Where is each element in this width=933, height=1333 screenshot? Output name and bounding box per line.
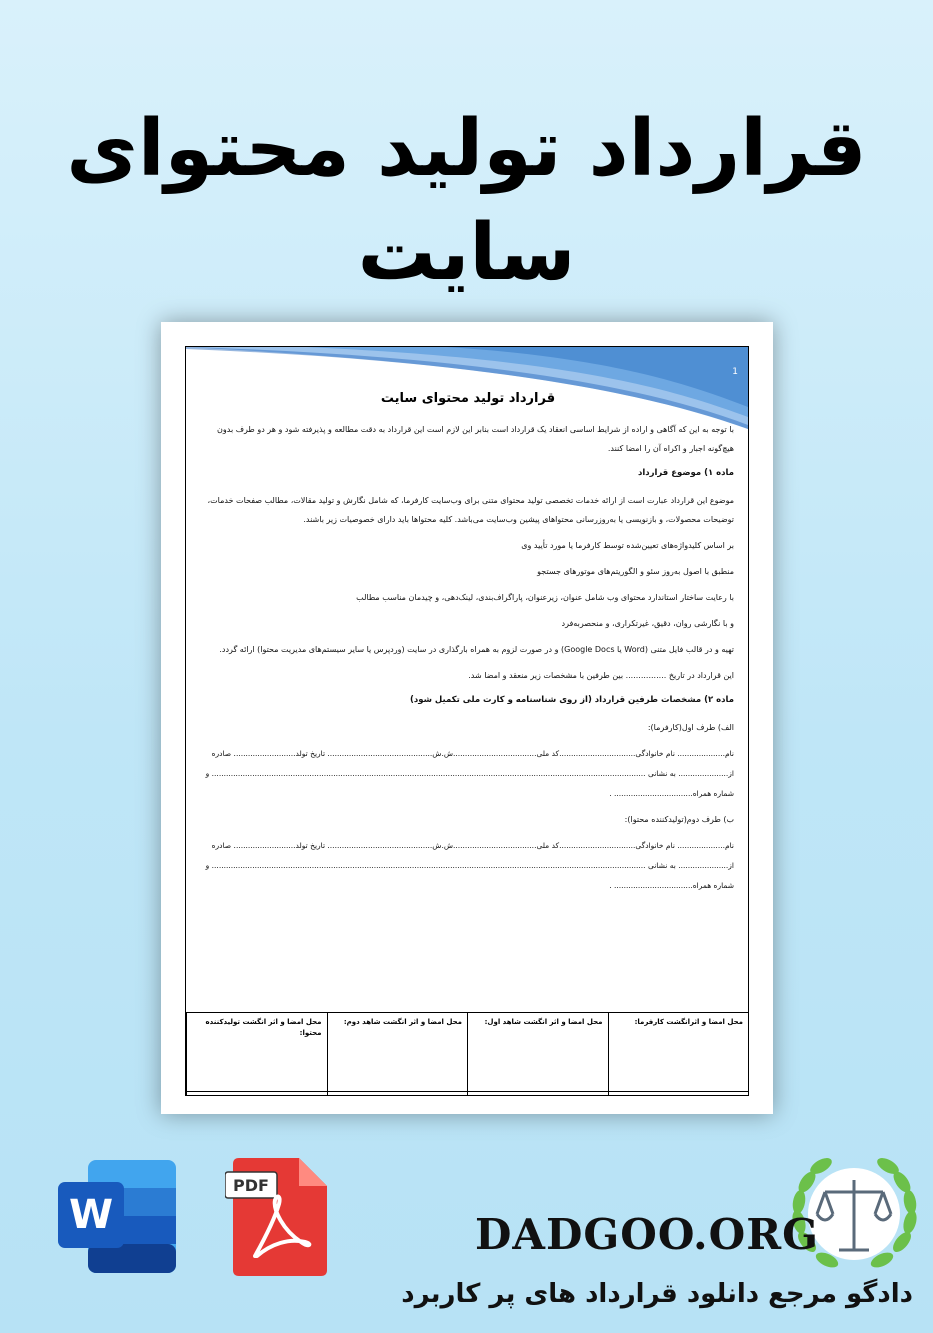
pdf-icon: [225, 1158, 327, 1276]
article-1-body: موضوع این قرارداد عبارت است از ارائه خدمات تخصصی تولید محتوای متنی برای وب‌سایت کارفرما، که شامل نگارش و تولید مقالات، مطالب صفحات خدمات، توضیحات محصولات، و بازنویسی یا به‌روزرسانی محتواهای پیشین وب‌سایت می‌باشد. کلیه محتواها باید دارای خصوصیات زیر باشند.: [207, 496, 734, 524]
party-a-name-line: نام.................... نام خانوادگی................................کد ملی...................................ش.ش............................................ تاریخ تولد.......................... صادره: [211, 749, 734, 758]
article-2-heading: ماده ۲) مشخصات طرفین قرارداد (از روی شناسنامه و کارت ملی تکمیل شود): [410, 695, 734, 705]
bullet-seo: منطبق با اصول به‌روز سئو و الگوریتم‌های موتورهای جستجو: [537, 567, 734, 576]
cover-title-line-2: سایت: [357, 208, 576, 298]
party-a-phone-line: شماره همراه................................. .: [609, 789, 734, 798]
bullet-structure: با رعایت ساختار استاندارد محتوای وب شامل عنوان، زیرعنوان، پاراگراف‌بندی، لینک‌دهی، و چیدمان مناسب مطالب: [356, 593, 734, 602]
party-a-address-line: از..................... به نشانی ...................................................................................................................................................................................... و: [205, 769, 734, 778]
document-body: [202, 391, 734, 896]
page-number: 1: [732, 367, 738, 377]
cover-title-line-1: قرارداد تولید محتوای: [66, 104, 867, 194]
party-b-address-line: از..................... به نشانی ...................................................................................................................................................................................... و: [205, 861, 734, 870]
signature-cell-producer: محل امضا و اثر انگشت تولیدکننده محتوا:: [186, 1013, 327, 1095]
signature-cell-employer: محل امضا و اثرانگشت کارفرما:: [608, 1013, 749, 1095]
word-icon: [58, 1160, 176, 1273]
party-a-label: الف) طرف اول(کارفرما):: [647, 723, 734, 732]
site-name: DADGOO.ORG: [475, 1210, 819, 1259]
party-b-phone-line: شماره همراه................................. .: [609, 881, 734, 890]
bullet-writing-style: و با نگارشی روان، دقیق، غیرتکراری، و منحصربه‌فرد: [561, 619, 734, 628]
intro-paragraph: با توجه به این که آگاهی و اراده از شرایط اساسی انعقاد یک قرارداد است بنابر این لازم است این قرارداد به دقت مطالعه و پذیرفته شود و هر دو طرف بدون هیچ‌گونه اجبار و اکراه آن را امضا کنند.: [217, 425, 734, 453]
signature-bottom-rule: [186, 1091, 748, 1092]
word-letter: W: [68, 1192, 114, 1238]
pdf-label: PDF: [233, 1176, 269, 1195]
tagline: دادگو مرجع دانلود قرارداد های پر کاربرد: [401, 1279, 913, 1309]
document-title: قرارداد تولید محتوای سایت: [380, 391, 556, 406]
party-b-name-line: نام.................... نام خانوادگی................................کد ملی...................................ش.ش............................................ تاریخ تولد.......................... صادره: [211, 841, 734, 850]
party-b-label: ب) طرف دوم(تولیدکننده محتوا):: [624, 815, 734, 824]
delivery-paragraph: تهیه و در قالب فایل متنی (Word یا Google Docs) و در صورت لزوم به همراه بارگذاری در سایت (وردپرس یا سایر سیستم‌های مدیریت محتوا) ارائه گردد.: [219, 645, 734, 654]
signature-cell-witness-2: محل امضا و اثر انگشت شاهد دوم:: [327, 1013, 468, 1095]
bullet-keywords: بر اساس کلیدواژه‌های تعیین‌شده توسط کارفرما یا مورد تأیید وی: [521, 541, 734, 550]
signature-table: [186, 1012, 748, 1095]
signature-cell-witness-1: محل امضا و اثر انگشت شاهد اول:: [467, 1013, 608, 1095]
article-1-heading: ماده ۱) موضوع قرارداد: [637, 468, 734, 478]
document-page: [161, 322, 773, 1114]
page-frame: [185, 346, 749, 1096]
date-line: این قرارداد در تاریخ ................ بین طرفین با مشخصات زیر منعقد و امضا شد.: [468, 671, 734, 680]
